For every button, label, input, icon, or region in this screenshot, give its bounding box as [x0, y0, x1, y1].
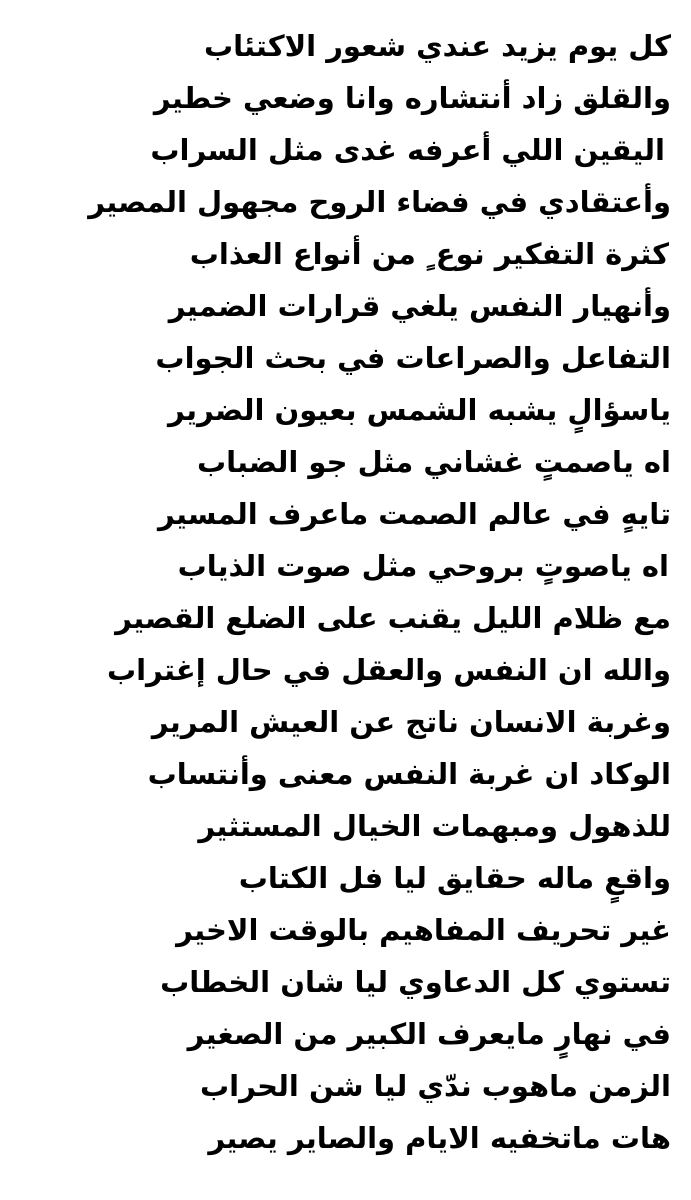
poem-line: اه ياصوتٍ بروحي مثل صوت الذياب — [177, 549, 669, 583]
poem-line: هات ماتخفيه الايام والصاير يصير — [208, 1121, 671, 1155]
poem-line: واقعٍ ماله حقايق ليا فل الكتاب — [238, 861, 671, 895]
poem-line: وأعتقادي في فضاء الروح مجهول المصير — [88, 185, 671, 219]
poem-line: والله ان النفس والعقل في حال إغتراب — [106, 653, 671, 687]
poem-line: اليقين اللي أعرفه غدى مثل السراب — [150, 133, 665, 167]
poem-line: مع ظلام الليل يقنب على الضلع القصير — [115, 601, 671, 635]
poem-line: غير تحريف المفاهيم بالوقت الاخير — [176, 913, 671, 947]
poem-line: للذهول ومبهمات الخيال المستثير — [198, 809, 671, 843]
poem-line: الوكاد ان غربة النفس معنى وأنتساب — [147, 757, 671, 791]
poem-line: والقلق زاد أنتشاره وانا وضعي خطير — [153, 81, 671, 115]
poem-line: ياسؤالٍ يشبه الشمس بعيون الضرير — [168, 393, 671, 427]
poem-line: في نهارٍ مايعرف الكبير من الصغير — [187, 1017, 671, 1051]
poem-line: اه ياصمتٍ غشاني مثل جو الضباب — [197, 445, 671, 479]
poem-line: كثرة التفكير نوع ٍ من أنواع العذاب — [189, 237, 669, 271]
poem-line: وأنهيار النفس يلغي قرارات الضمير — [168, 289, 671, 323]
poem-line: التفاعل والصراعات في بحث الجواب — [155, 341, 671, 375]
poem-line: تايهٍ في عالم الصمت ماعرف المسير — [158, 497, 671, 531]
poem-line: الزمن ماهوب ندّي ليا شن الحراب — [200, 1069, 671, 1103]
poem-line: كل يوم يزيد عندي شعور الاكتئاب — [204, 29, 671, 63]
poem-line: تستوي كل الدعاوي ليا شان الخطاب — [160, 965, 671, 999]
poem-line: وغربة الانسان ناتج عن العيش المرير — [151, 705, 671, 739]
